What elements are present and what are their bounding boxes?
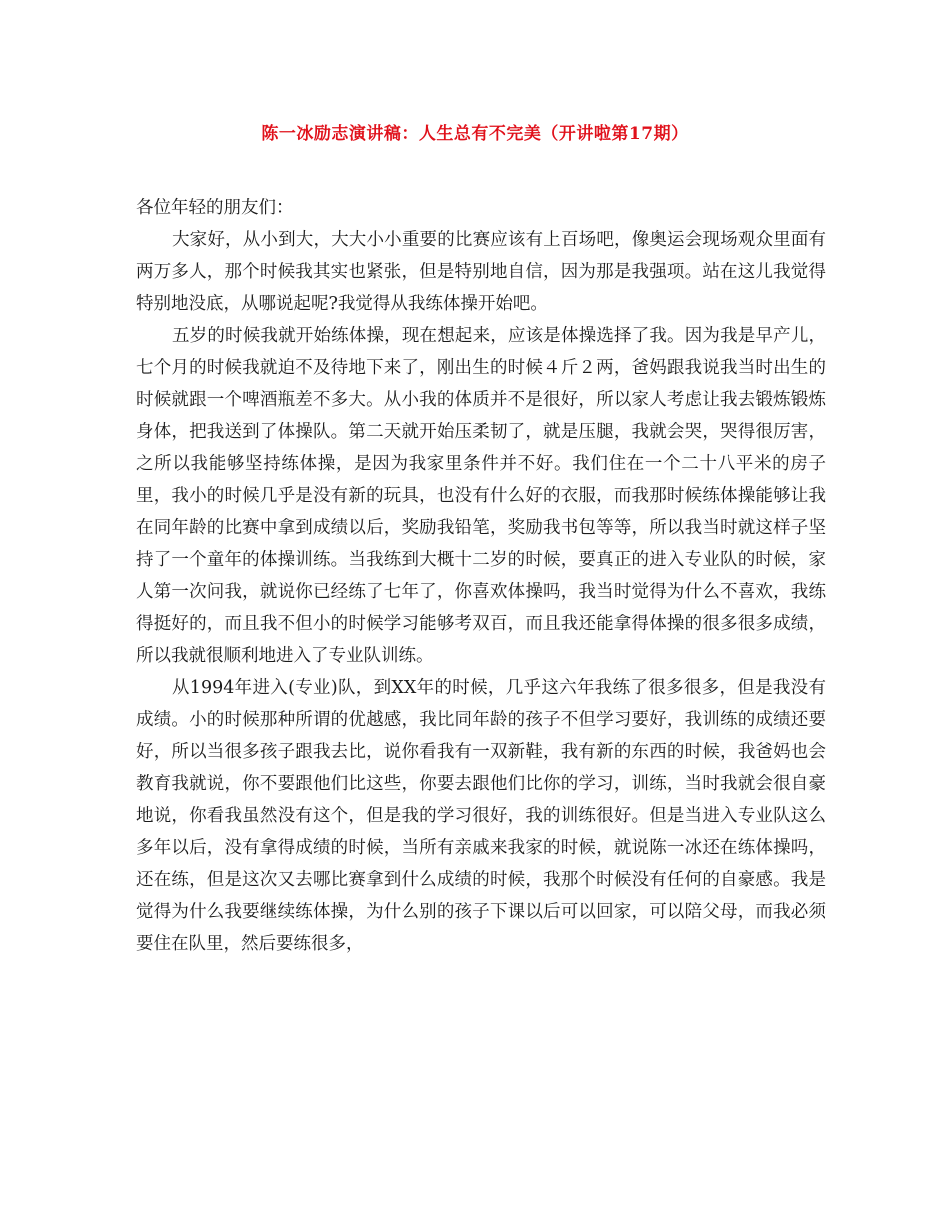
paragraph-2: 五岁的时候我就开始练体操，现在想起来，应该是体操选择了我。因为我是早产儿，七个月的时候我就迫不及待地下来了，刚出生的时候４斤２两，爸妈跟我说我当时出生的时候就跟一个啤酒瓶差不多大。从小我的体质并不是很好，所以家人考虑让我去锻炼锻炼身体，把我送到了体操队。第二天就开始压柔韧了，就是压腿，我就会哭，哭得很厉害，之所以我能够坚持练体操，是因为我家里条件并不好。我们住在一个二十八平米的房子里，我小的时候几乎是没有新的玩具，也没有什么好的衣服，而我那时候练体操能够让我在同年龄的比赛中拿到成绩以后，奖励我铅笔，奖励我书包等等，所以我当时就这样子坚持了一个童年的体操训练。当我练到大概十二岁的时候，要真正的进入专业队的时候，家人第一次问我，就说你已经练了七年了，你喜欢体操吗，我当时觉得为什么不喜欢，我练得挺好的，而且我不但小的时候学习能够考双百，而且我还能拿得体操的很多很多成绩，所以我就很顺利地进入了专业队训练。: [136, 326, 826, 666]
page-title: 陈一冰励志演讲稿：人生总有不完美（开讲啦第17期）: [261, 124, 689, 144]
paragraph-1: 大家好，从小到大，大大小小重要的比赛应该有上百场吧，像奥运会现场观众里面有两万多人，那个时候我其实也紧张，但是特别地自信，因为那是我强项。站在这儿我觉得特别地没底，从哪说起呢?我觉得从我练体操开始吧。: [136, 230, 826, 314]
paragraph-3: 从1994年进入(专业)队，到XX年的时候，几乎这六年我练了很多很多，但是我没有成绩。小的时候那种所谓的优越感，我比同年龄的孩子不但学习要好，我训练的成绩还要好，所以当很多孩子跟我去比，说你看我有一双新鞋，我有新的东西的时候，我爸妈也会教育我就说，你不要跟他们比这些，你要去跟他们比你的学习，训练，当时我就会很自豪地说，你看我虽然没有这个，但是我的学习很好，我的训练很好。但是当进入专业队这么多年以后，没有拿得成绩的时候，当所有亲戚来我家的时候，就说陈一冰还在练体操吗，还在练，但是这次又去哪比赛拿到什么成绩的时候，我那个时候没有任何的自豪感。我是觉得为什么我要继续练体操，为什么别的孩子下课以后可以回家，可以陪父母，而我必须要住在队里，然后要练很多，: [136, 678, 826, 954]
salutation: 各位年轻的朋友们：: [136, 198, 294, 218]
document-body: [136, 192, 826, 960]
